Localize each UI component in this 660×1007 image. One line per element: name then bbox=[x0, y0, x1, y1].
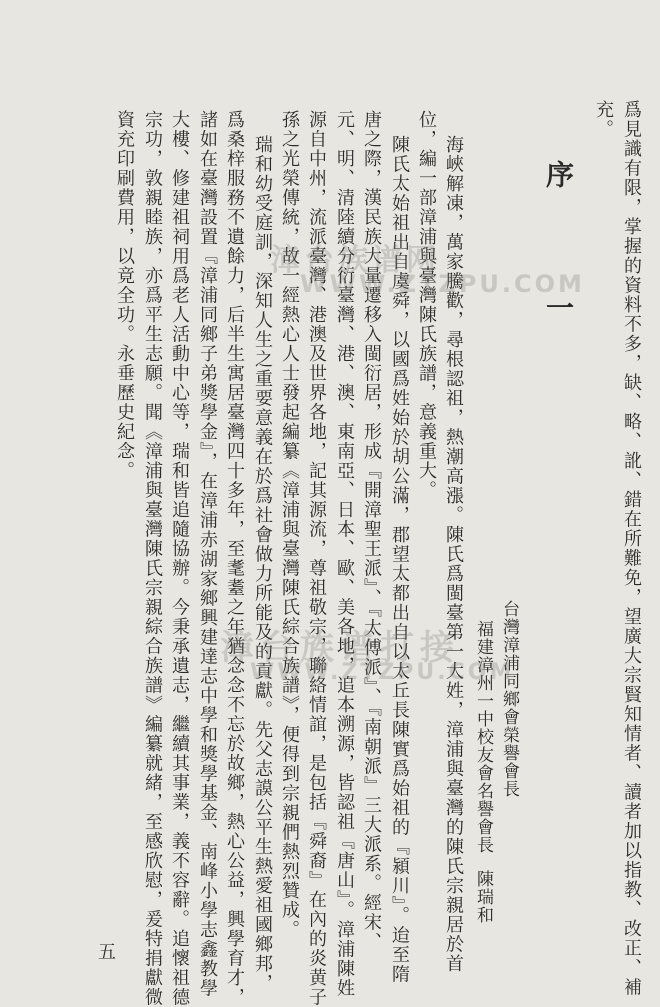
page-title: 序 一 bbox=[542, 160, 575, 357]
text-column-15: 資充印刷費用，以竟全功。永垂歷史紀念。 bbox=[114, 110, 135, 481]
signature-name: 陳瑞和 bbox=[473, 870, 493, 924]
text-column-7: 元、明、清陸續分衍臺灣、港、澳、東南亞、日本、歐、美各地，追本溯源，皆認祖『唐山』。漳浦陳姓 bbox=[334, 110, 355, 998]
signature-line-2: 福建漳州一中校友會名譽會長 bbox=[473, 620, 493, 854]
text-column-10: 瑞和幼受庭訓，深知人生之重要意義在於爲社會做力所能及的貢獻。先父志謨公平生熱愛祖國鄉邦， bbox=[252, 135, 273, 993]
watermark-url: WWW.ZTZPU.COM bbox=[250, 660, 515, 685]
text-column-5: 陳氏太始祖出自虞舜，以國爲姓始於胡公滿，郡望太都出自以太丘長陳實爲始祖的『潁川』。迨至隋 bbox=[389, 135, 410, 984]
text-column-3: 海峽解凍，萬家騰歡，尋根認祖，熱潮高漲。陳氏爲閩臺第一大姓，漳浦與臺灣的陳氏宗親居於首 bbox=[443, 135, 464, 974]
text-column-1: 爲見識有限，掌握的資料不多，缺、略、訛、錯在所難免，望廣大宗賢知情者、讀者加以指教、改正、補 bbox=[621, 100, 642, 997]
text-column-13: 大樓、修建祖祠用爲老人活動中心等，瑞和皆追隨協辦。今秉承遺志，繼續其事業，義不容辭。追懷祖德 bbox=[169, 110, 190, 1007]
watermark-text: 漳台族谱打接 bbox=[220, 628, 460, 668]
text-column-11: 爲桑梓服務不遺餘力，后半生寓居臺灣四十多年，至耄耋之年猶念念不忘於故鄉，熱心公益，興學育才， bbox=[224, 110, 245, 1007]
text-column-14: 宗功，敦親睦族，亦爲平生志願。聞《漳浦與臺灣陳氏宗親綜合族譜》編纂就緒，至感欣慰，爰特捐獻微 bbox=[142, 110, 163, 1007]
text-column-2: 充。 bbox=[593, 100, 614, 139]
watermark-text: 漳台族谱网 bbox=[270, 243, 440, 278]
text-column-8: 源自中州，流派臺灣、港澳及世界各地，記其源流，尊祖敬宗，聯絡情誼，是包括『舜裔』在內的炎黄子 bbox=[306, 110, 327, 1007]
page-number: 五 bbox=[98, 942, 116, 963]
signature-line-1: 台灣漳浦同鄉會榮譽會長 bbox=[499, 600, 519, 798]
text-column-9: 孫之光榮傳統，故一經熱心人士發起編纂《漳浦與臺灣陳氏綜合族譜》，便得到宗親們熱烈贊成。 bbox=[279, 110, 300, 940]
text-column-6: 唐之際，漢民族大量遷移入閩衍居，形成『開漳聖王派』、『太傅派』、『南朝派』三大派系。經宋、 bbox=[361, 110, 382, 952]
text-column-4: 位，編一部漳浦與臺灣陳氏族譜，意義重大。 bbox=[416, 110, 437, 500]
watermark-url: WWW.ZTZPU.COM bbox=[300, 270, 585, 298]
text-column-12: 諸如在臺灣設置『漳浦同鄉子弟獎學金』，在漳浦赤湖家鄉興建達志中學和獎學基金、南峰小學志鑫教學 bbox=[197, 110, 218, 998]
